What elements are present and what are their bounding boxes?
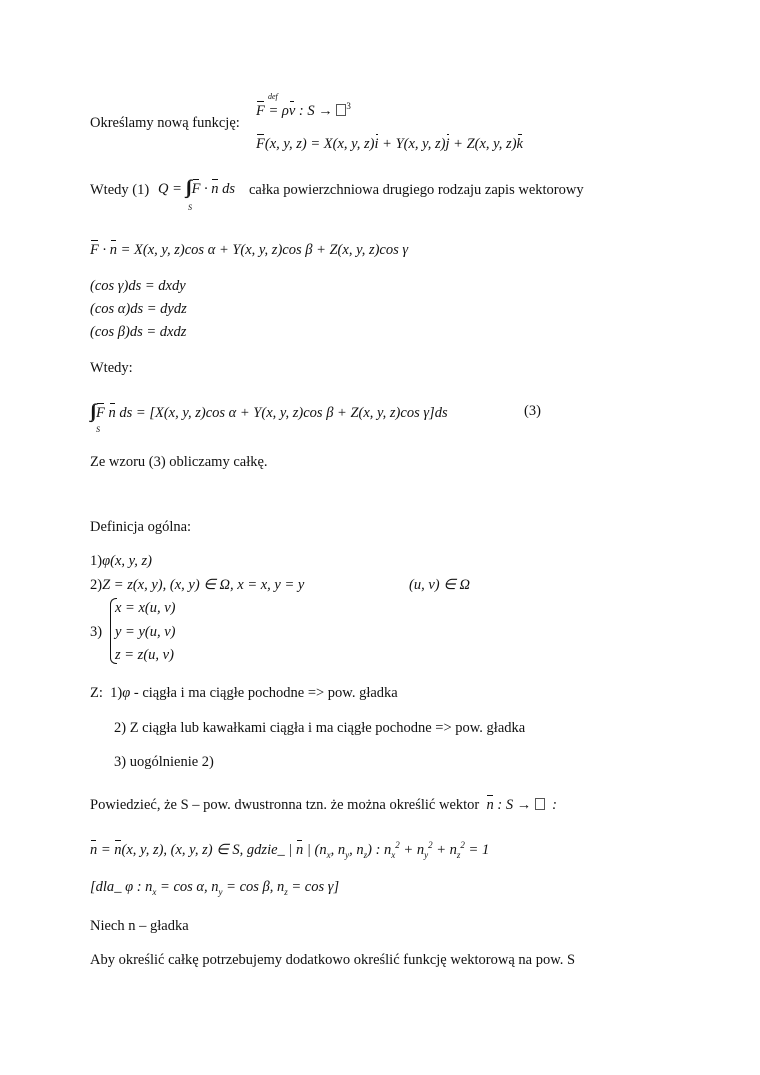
dla-word: dla (95, 879, 115, 895)
formula-cos-alpha: (cos α)ds = dydz (90, 301, 187, 317)
real-numbers-symbol (336, 104, 346, 116)
integral-domain-S: S (188, 203, 192, 212)
formula-x-param: x = x(u, v) (115, 600, 176, 616)
wtedy-1-description: całka powierzchniowa drugiego rodzaju zapis wektorowy (249, 182, 584, 198)
wtedy-1-prefix: Wtedy (1) (90, 182, 150, 198)
z-note-1: Z: 1)φ - ciągła i ma ciągłe pochodne => pow. gładka (90, 685, 398, 701)
formula-F-definition: F = ρv : S → $^3$ (256, 101, 351, 119)
formula-dla-phi: [dla_ φ : $n_x = \cos \alpha$, $n_y = \cos \beta$, $n_z = \cos \gamma$] (90, 879, 340, 897)
formula-Fn-expansion: F · n = X(x, y, z)cos α + Y(x, y, z)cos β + Z(x, y, z)cos γ (90, 242, 409, 258)
aby-text: Aby określić całkę potrzebujemy dodatkowo określić funkcję wektorową na pow. S (90, 952, 576, 968)
eq3-domain-S: S (96, 425, 100, 434)
item-1: 1)φ(x, y, z) (90, 553, 152, 569)
formula-z-param: z = z(u, v) (115, 647, 174, 663)
item-2-label: 2) (90, 577, 103, 593)
item-2: 2)Z = z(x, y), (x, y) ∈ Ω, x = x, y = y (90, 577, 305, 593)
powiedziec-line (90, 798, 557, 813)
z-label: Z: (90, 685, 103, 701)
wtedy-2: Wtedy: (90, 360, 133, 376)
formula-eq3: ∫∫ F n ds = [X(x, y, z)cos α + Y(x, y, z)cos β + Z(x, y, z)cos γ]ds (90, 401, 448, 422)
gdzie-word: gdzie (246, 841, 278, 858)
powiedziec-text: Powiedzieć, że S – pow. dwustronna tzn. że można określić wektor (90, 797, 480, 813)
z-note-3: 3) uogólnienie 2) (114, 754, 214, 770)
item-1-label: 1) (90, 553, 103, 569)
formula-F-components: F(x, y, z) = X(x, y, z)i + Y(x, y, z)j + Z(x, y, z)k (256, 136, 523, 152)
niech-text: Niech n – gładka (90, 918, 189, 934)
formula-n-vector: n = n(x, y, z), (x, y, z) ∈ S, gdzie_ | n | ($n_x$, $n_y$, $n_z$) : $n_x^2 + n_y^2 + n_z^2 = 1$ (90, 840, 490, 860)
definicja-heading: Definicja ogólna: (90, 519, 192, 535)
item-3-label: 3) (90, 624, 103, 640)
formula-Q-integral: Q = ∫∫ F · n ds (158, 177, 236, 198)
formula-cos-beta: (cos β)ds = dxdz (90, 324, 187, 340)
eq3-label: (3) (524, 403, 541, 419)
formula-n-map: n : S → : (486, 797, 557, 813)
real-numbers-symbol-2 (535, 798, 545, 810)
formula-y-param: y = y(u, v) (115, 624, 176, 640)
ze-wzoru-text: Ze wzoru (3) obliczamy całkę. (90, 454, 268, 470)
intro-label: Określamy nową funkcję: (90, 115, 240, 131)
z-note-1-prefix: 1) (110, 685, 123, 701)
superscript-3: 3 (346, 101, 351, 111)
z-note-1-text: - ciągła i ma ciągłe pochodne => pow. gładka (130, 685, 398, 701)
z-note-2: 2) Z ciągła lub kawałkami ciągła i ma ciągłe pochodne => pow. gładka (114, 720, 526, 736)
def-tag: def (268, 92, 278, 101)
uv-in-omega: (u, v) ∈ Ω (409, 577, 470, 593)
formula-cos-gamma: (cos γ)ds = dxdy (90, 278, 186, 294)
